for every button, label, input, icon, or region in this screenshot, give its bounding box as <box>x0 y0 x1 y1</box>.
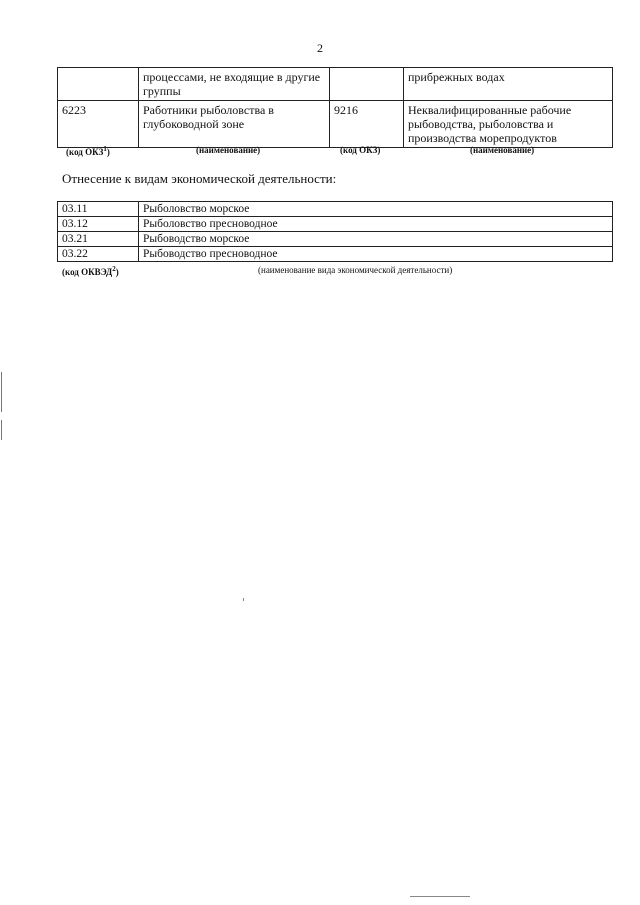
table-row <box>58 101 613 148</box>
table-row <box>58 247 613 262</box>
okved-name-cell: Рыбоводство морское <box>139 232 613 247</box>
okz-code-cell <box>58 68 139 101</box>
table-row <box>58 217 613 232</box>
okz-code-cell: 9216 <box>330 101 404 148</box>
caption-okved-code: (код ОКВЭД$^2$) <box>62 265 119 277</box>
okz-table <box>57 67 613 148</box>
scan-margin-mark <box>1 420 2 440</box>
okz-name-cell: Неквалифицированные рабочие рыбоводства, рыболовства и производства морепродуктов <box>404 101 613 148</box>
caption-okved-name: (наименование вида экономической деятельности) <box>258 265 453 275</box>
okved-code-cell: 03.12 <box>58 217 139 232</box>
okved-name-cell: Рыбоводство пресноводное <box>139 247 613 262</box>
caption-okz-code-2: (код ОКЗ) <box>340 145 381 155</box>
caption-okz-name-2: (наименование) <box>470 145 535 155</box>
okved-code-cell: 03.22 <box>58 247 139 262</box>
scan-speck <box>243 598 244 601</box>
okved-name-cell: Рыболовство морское <box>139 202 613 217</box>
table-row <box>58 68 613 101</box>
okved-code-cell: 03.21 <box>58 232 139 247</box>
table-row <box>58 202 613 217</box>
okved-code-cell: 03.11 <box>58 202 139 217</box>
okz-code-cell: 6223 <box>58 101 139 148</box>
caption-okz-code: (код ОКЗ$^1$) <box>66 145 110 157</box>
okz-name-cell: процессами, не входящие в другие группы <box>139 68 330 101</box>
okz-name-cell: Работники рыболовства в глубоководной зоне <box>139 101 330 148</box>
scan-margin-mark <box>1 372 2 412</box>
okved-name-cell: Рыболовство пресноводное <box>139 217 613 232</box>
scan-bottom-mark <box>410 896 470 897</box>
okz-name-cell: прибрежных водах <box>404 68 613 101</box>
caption-okz-name: (наименование) <box>196 145 261 155</box>
okz-code-cell <box>330 68 404 101</box>
okved-heading: Отнесение к видам экономической деятельности: <box>62 171 337 186</box>
table-row <box>58 232 613 247</box>
page-number: 2 <box>317 41 323 55</box>
okved-table <box>57 201 613 262</box>
